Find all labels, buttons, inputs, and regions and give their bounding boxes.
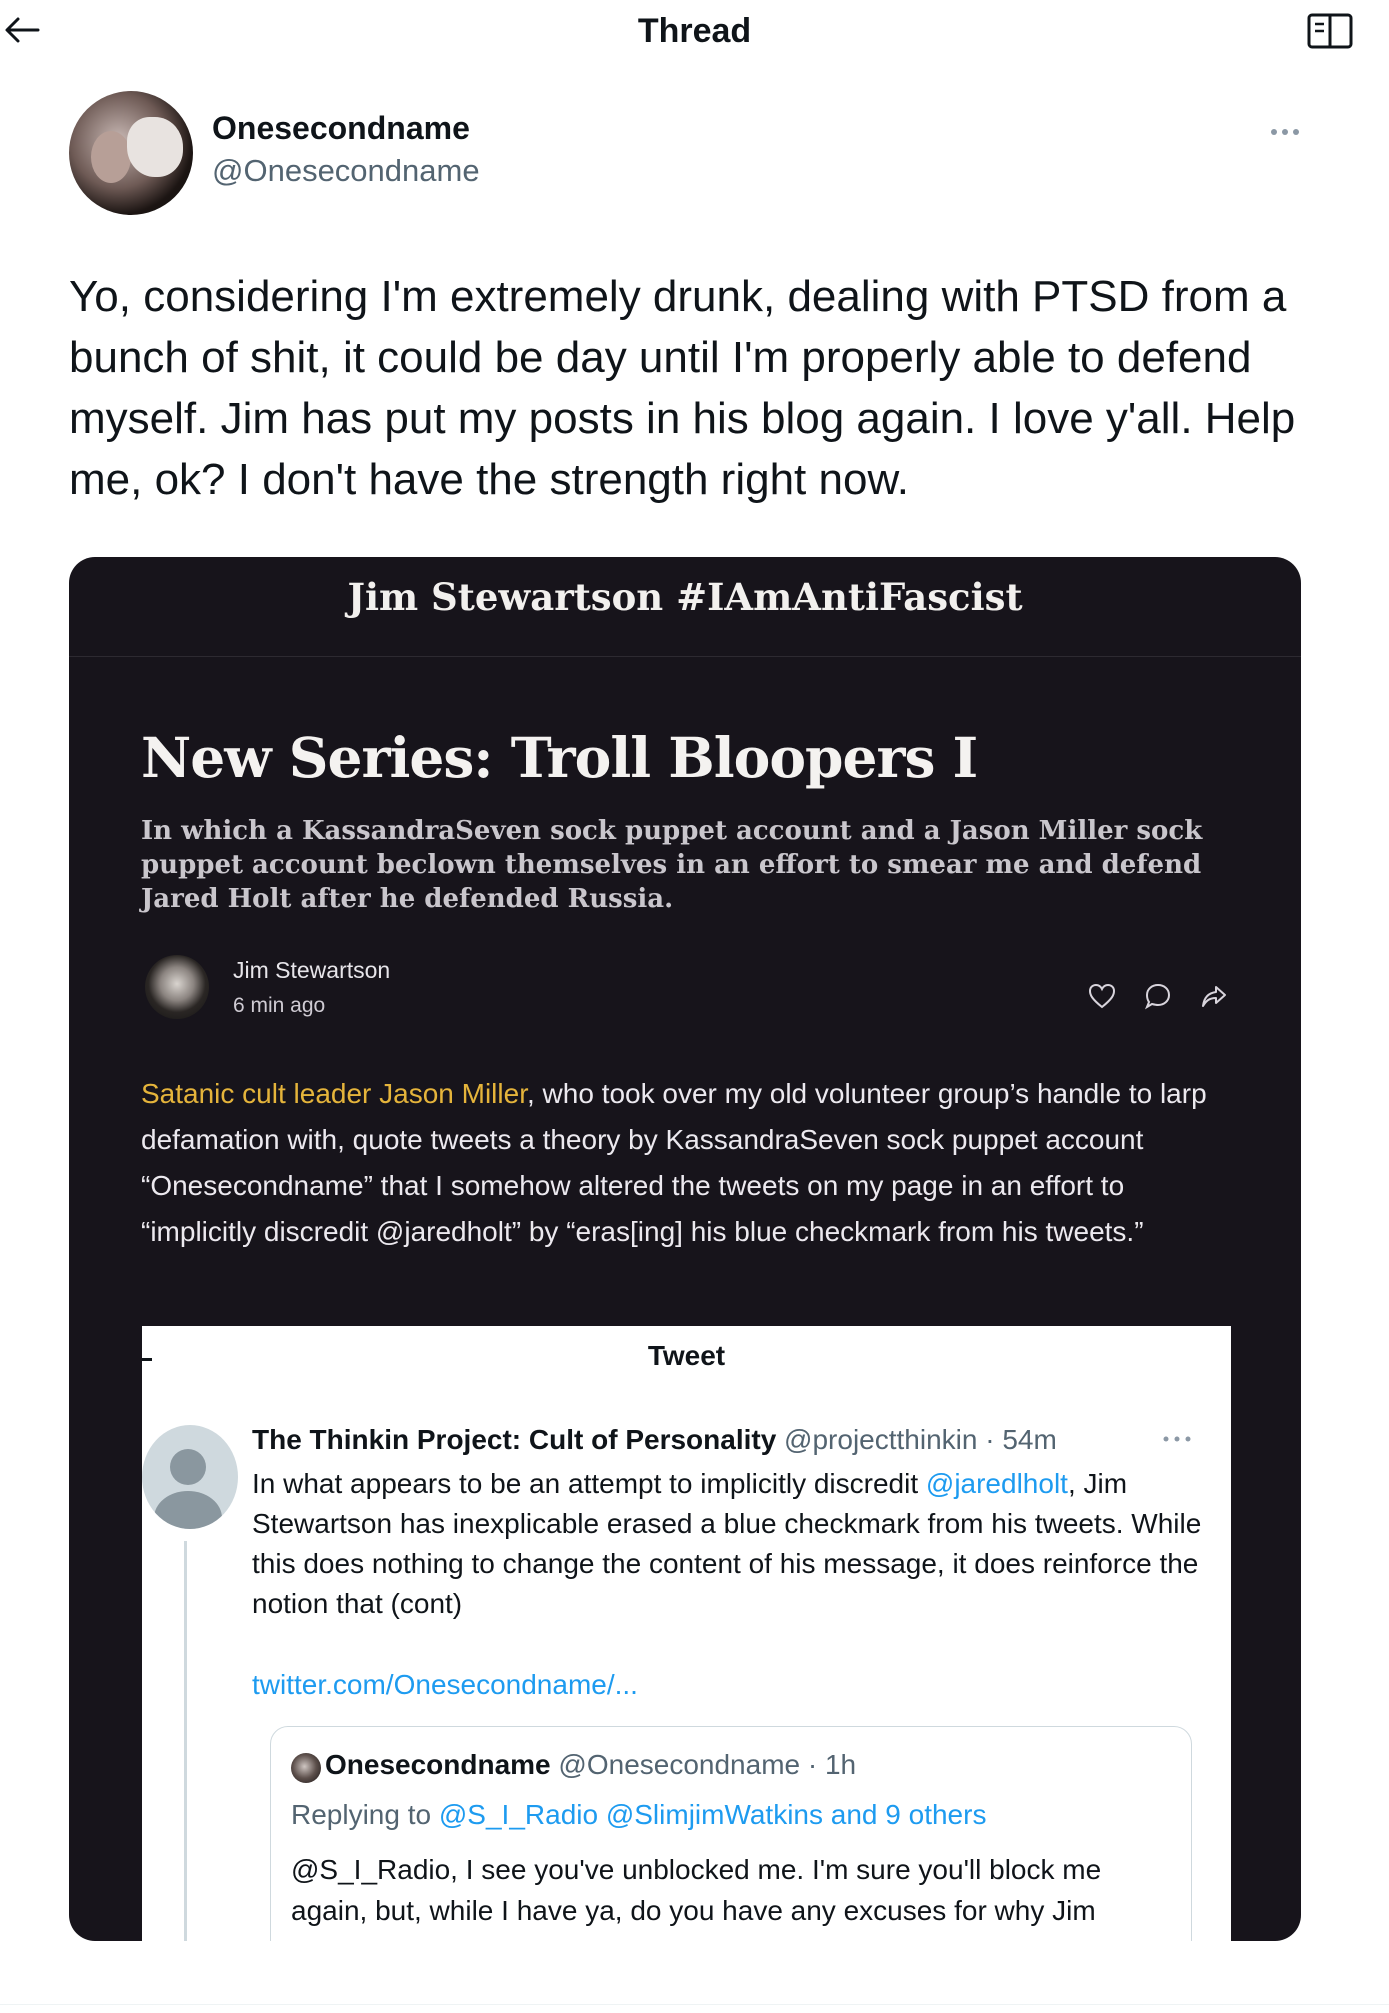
avatar-face xyxy=(91,131,131,183)
blog-post-time: 6 min ago xyxy=(233,994,326,1017)
highlight-link: Satanic cult leader Jason Miller xyxy=(141,1078,527,1109)
embed-header: Tweet xyxy=(647,1340,726,1371)
quoted-tweet xyxy=(270,1726,1192,1941)
embed-mention: @jaredlholt xyxy=(925,1468,1068,1499)
post-actions xyxy=(1083,977,1233,1015)
top-bar xyxy=(0,0,1389,66)
embed-name-row xyxy=(252,1424,1057,1456)
embed-text-part: , Jim Stewartson has inexplicable erased a blue checkmark from his tweets. While this does nothing to change the content of his message, it does reinforce the notion that (cont) xyxy=(252,1468,1202,1619)
tweet-media-image[interactable] xyxy=(69,557,1301,1941)
embed-text-part: In what appears to be an attempt to implicitly discredit xyxy=(252,1468,926,1499)
replying-targets: @S_I_Radio @SlimjimWatkins and 9 others xyxy=(438,1799,987,1830)
post-subtitle: In which a KassandraSeven sock puppet account and a Jason Miller sock puppet account beclown themselves in an effort to smear me and defend Jared Holt after he defended Russia. xyxy=(141,816,1203,914)
blog-author-name: Jim Stewartson xyxy=(233,957,391,983)
replying-prefix: Replying to xyxy=(291,1799,439,1830)
tweet-text: Yo, considering I'm extremely drunk, dealing with PTSD from a bunch of shit, it could be day until I'm properly able to defend myself. Jim has put my posts in his blog again. I love y'all. Help me, ok? I don't have the strength right now. xyxy=(69,272,1296,504)
more-options-button[interactable] xyxy=(1265,112,1305,152)
avatar-head xyxy=(170,1449,206,1485)
post-body-text: , who took over my old volunteer group’s handle to larp defamation with, quote tweets a theory by KassandraSeven sock puppet account “Onesecondname” that I somehow altered the tweets on my page in an effort to “implicitly discredit @jaredholt” by “eras[ing] his blue checkmark from his tweets.” xyxy=(141,1078,1207,1247)
blog-title: Jim Stewartson #IAmAntiFascist xyxy=(347,575,1023,619)
bottom-divider xyxy=(0,2004,1389,2005)
embed-text xyxy=(252,1464,1212,1624)
author-name[interactable]: Onesecondname xyxy=(212,110,470,146)
thread-line xyxy=(184,1541,187,1941)
author-avatar[interactable] xyxy=(69,91,193,215)
blog-author-avatar xyxy=(145,955,209,1019)
more-dots-icon xyxy=(1270,128,1300,136)
post-title: New Series: Troll Bloopers I xyxy=(141,725,978,790)
heart-icon xyxy=(1083,977,1121,1015)
embed-meta: @projectthinkin · 54m xyxy=(776,1424,1057,1455)
page-title: Thread xyxy=(637,12,752,50)
reader-mode-button[interactable] xyxy=(1306,12,1356,52)
avatar-pet xyxy=(127,117,183,177)
embed-avatar xyxy=(142,1425,238,1529)
blog-divider xyxy=(69,656,1301,657)
post-body xyxy=(141,1071,1231,1255)
embed-author-name: The Thinkin Project: Cult of Personality xyxy=(252,1424,777,1455)
replying-to xyxy=(291,1799,986,1831)
quote-author-name: Onesecondname xyxy=(325,1749,551,1780)
book-icon xyxy=(1306,12,1354,50)
embed-more-icon xyxy=(1162,1430,1198,1454)
quote-name-row xyxy=(325,1749,856,1781)
quote-text: @S_I_Radio, I see you've unblocked me. I'm sure you'll block me again, but, while I have ya, do you have any excuses for why Jim xyxy=(291,1854,1102,1926)
quote-avatar xyxy=(291,1753,321,1783)
embedded-tweet-screenshot xyxy=(142,1326,1231,1941)
quote-meta: @Onesecondname · 1h xyxy=(550,1749,857,1780)
comment-icon xyxy=(1139,977,1177,1015)
share-icon xyxy=(1195,977,1233,1015)
author-handle[interactable]: @Onesecondname xyxy=(212,153,480,188)
embed-url: twitter.com/Onesecondname/... xyxy=(252,1669,638,1700)
avatar-shoulders xyxy=(154,1491,222,1529)
